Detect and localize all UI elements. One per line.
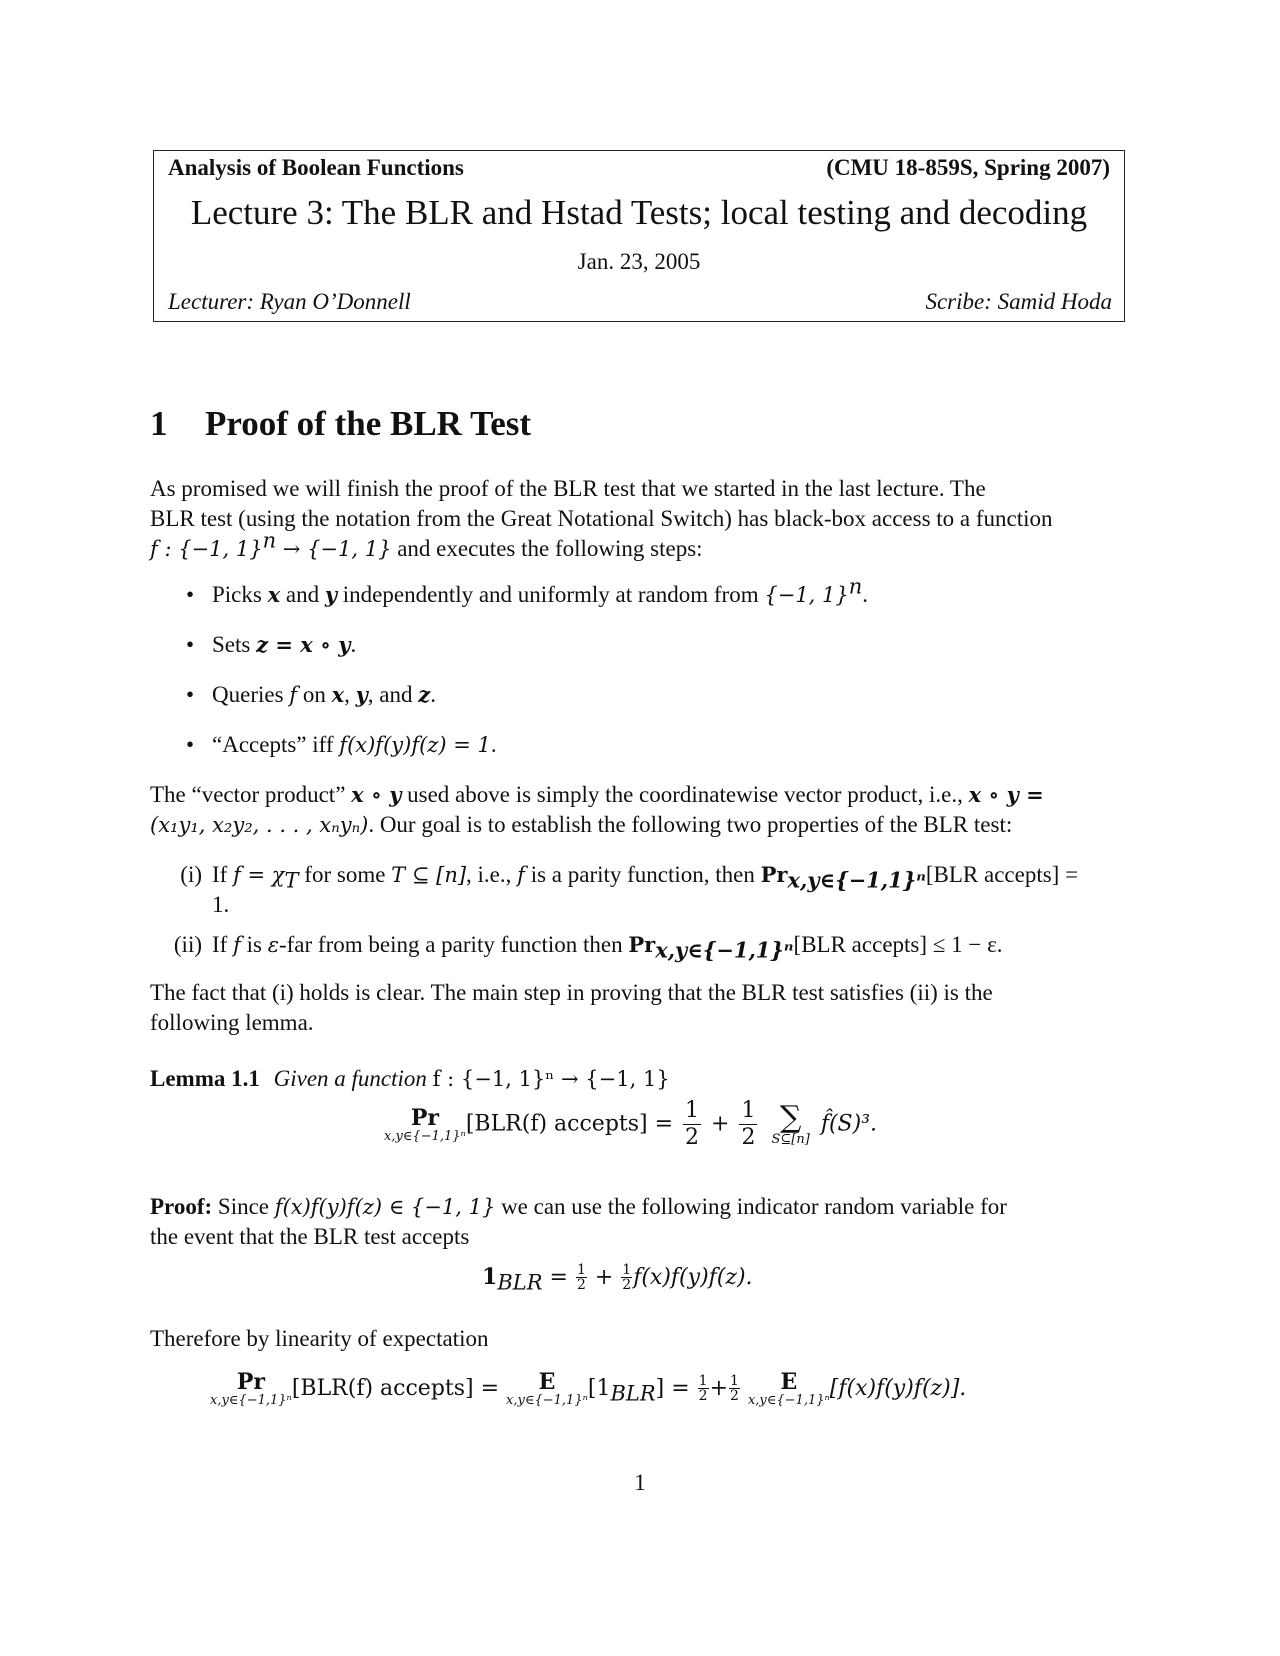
- lecture-date: Jan. 23, 2005: [577, 249, 701, 274]
- proof-line-1: Proof: Since f(x)f(y)f(z) ∈ {−1, 1} we can use the following indicator random variable for: [150, 1194, 1007, 1219]
- lecturer: Lecturer: Ryan O’Donnell: [168, 289, 411, 314]
- property-i-label: (i): [180, 862, 202, 887]
- intro-math-tail: → {−1, 1}: [276, 537, 392, 561]
- lemma-statement: [150, 1066, 670, 1092]
- property-i: (i) If $f = \chi_T$ for some T ⊆ [n], i.e., f is a parity function, then $Pr_{x,y\in\{-1,1\}^n}[BLR$ accepts] = 1.: [150, 860, 1130, 922]
- proof-label: Proof:: [150, 1194, 213, 1219]
- fact-line-2: following lemma.: [150, 1010, 314, 1035]
- fact-line-1: The fact that (i) holds is clear. The main step in proving that the BLR test satisfies (ii) is the: [150, 980, 993, 1005]
- intro-paragraph: [150, 474, 1130, 564]
- bullet-item-3: • Queries f on x, y, and z.: [186, 682, 436, 707]
- expectation-equation: Pr x,y∈{−1,1}ⁿ [BLR(f) accepts] = E x,y∈{−1,1}ⁿ $[1_{BLR}]$ = $\frac{1}{2}$ + $\frac{1}{2}$ E x,y∈{−1,1}ⁿ [f(x)f(y)f(z)].: [210, 1369, 967, 1408]
- lemma-math: f : {−1, 1}ⁿ → {−1, 1}: [432, 1067, 670, 1091]
- scribe: Scribe: Samid Hoda: [925, 289, 1112, 314]
- intro-line-1: As promised we will finish the proof of the BLR test that we started in the last lecture. The: [150, 476, 986, 501]
- intro-math: f : {−1, 1}: [150, 537, 263, 561]
- fact-paragraph: [150, 978, 1130, 1038]
- course-term: (CMU 18-859S, Spring 2007): [826, 155, 1110, 180]
- intro-line-3-text: and executes the following steps:: [391, 536, 703, 561]
- property-ii: (ii) If f is ε-far from being a parity function then $Pr_{x,y\in\{-1,1\}^n}[BLR$ accepts] ≤ 1 − ε.: [150, 930, 1130, 962]
- intro-line-3: f : {−1, 1}$^n$ → {−1, 1} and executes the following steps:: [150, 528, 703, 561]
- lecture-header-box: [153, 150, 1125, 322]
- section-title: Proof of the BLR Test: [205, 404, 532, 443]
- bullet-item-4: • “Accepts” iff f(x)f(y)f(z) = 1.: [186, 732, 497, 757]
- indicator-equation: $1_{BLR}$ = $\frac{1}{2}$ + $\frac{1}{2}$ f(x)f(y)f(z).: [482, 1262, 753, 1295]
- section-heading: [150, 404, 531, 444]
- lemma-equation: Pr x,y∈{−1,1}ⁿ [BLR(f) accepts] = $\frac{1}{2}$ + $\frac{1}{2}$ ∑ S⊆[n] f̂(S)³.: [384, 1098, 878, 1150]
- vector-line-1: The “vector product” x ∘ y used above is simply the coordinatewise vector product, i.e., x ∘ y =: [150, 782, 1044, 807]
- proof-paragraph: [150, 1192, 1130, 1252]
- lemma-label: Lemma 1.1: [150, 1066, 260, 1091]
- course-name: Analysis of Boolean Functions: [168, 155, 464, 180]
- intro-line-2: BLR test (using the notation from the Great Notational Switch) has black-box access to a function: [150, 506, 1053, 531]
- bullet-item-1: • Picks x and y independently and uniformly at random from {−1, 1}$^n$.: [186, 574, 869, 607]
- property-ii-label: (ii): [173, 932, 202, 957]
- vector-product-paragraph: [150, 780, 1130, 840]
- page-number: 1: [634, 1470, 646, 1495]
- therefore-line: Therefore by linearity of expectation: [150, 1326, 489, 1351]
- section-number: 1: [150, 404, 168, 443]
- bullet-item-2: • Sets z = x ∘ y.: [186, 632, 357, 657]
- proof-line-2: the event that the BLR test accepts: [150, 1224, 470, 1249]
- lemma-text: Given a function: [273, 1066, 427, 1091]
- vector-line-2: (x₁y₁, x₂y₂, . . . , xₙyₙ). Our goal is to establish the following two properties of the BLR test:: [150, 812, 1013, 837]
- lecture-title: Lecture 3: The BLR and Hstad Tests; local testing and decoding: [190, 193, 1088, 232]
